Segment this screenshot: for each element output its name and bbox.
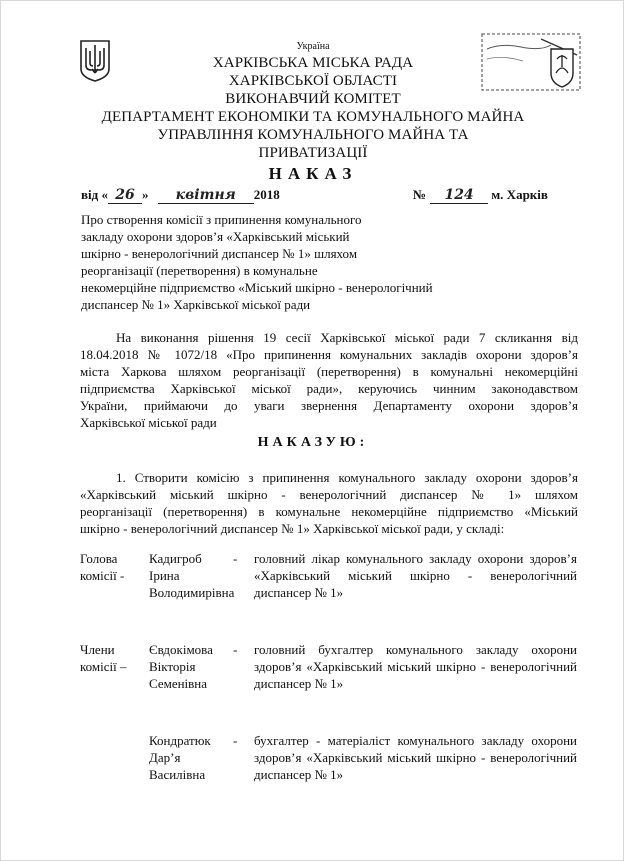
org-line-5: УПРАВЛІННЯ КОМУНАЛЬНОГО МАЙНА ТА [157,127,469,143]
role-label: комісії - [80,568,125,583]
member-name [149,732,211,783]
member-surname: Кадигроб [149,551,202,566]
preamble-line: На виконання рішення 19 сесії Харківської міської ради 7 скликання від [116,330,578,345]
date-prefix: від « [81,187,108,202]
role-label: Члени [80,642,115,657]
subject-line: закладу охорони здоров’я «Харківський міський [81,229,350,244]
preamble-line: України, приймаючи до уваги звернення Департаменту охорони здоров’я [80,398,578,413]
document-title: НАКАЗ [268,164,358,183]
member-position [254,550,577,601]
order-heading: НАКАЗУЮ: [257,435,369,450]
date-month: квітня [158,187,254,204]
position-line: бухгалтер - матеріаліст комунального закладу охорони [254,733,577,748]
number-label: № [413,187,427,202]
role-label: комісії – [80,659,127,674]
member-patronymic: Василівна [149,767,206,782]
subject-line: некомерційне підприємство «Міський шкірно - венерологічний [81,280,433,295]
member-surname: Кондратюк [149,733,211,748]
position-line: головний лікар комунального закладу охорони здоров’я [254,551,577,566]
number-line [413,187,548,204]
date-day: 26 [108,187,142,204]
member-first-name: Вікторія [149,659,196,674]
point-1-paragraph [80,469,578,537]
preamble-paragraph [80,329,578,431]
member-role [80,550,124,584]
point-1-line: реорганізації (перетворення) в комунальне некомерційне підприємство «Міський [80,504,578,519]
point-1-line: шкірно - венерологічний диспансер № 1» Харківської міської ради, у складі: [80,521,505,536]
member-position [254,732,577,783]
preamble-line: 18.04.2018 № 1072/18 «Про припинення комунальних закладів охорони здоров’я [80,347,578,362]
member-position [254,641,577,692]
org-line-6: ПРИВАТИЗАЦІЇ [258,145,368,161]
position-line: диспансер № 1» [254,676,344,691]
member-role [80,641,127,675]
subject-line: шкірно - венерологічний диспансер № 1» шляхом [81,246,358,261]
member-name [149,550,234,601]
member-patronymic: Семенівна [149,676,208,691]
member-name [149,641,213,692]
member-first-name: Дар’я [149,750,181,765]
document-number: 124 [430,187,488,204]
position-line: здоров’я «Харківський міський шкірно - венерологічний [254,750,577,765]
position-line: диспансер № 1» [254,767,344,782]
position-line: «Харківський міський шкірно - венерологічний [254,568,577,583]
preamble-line: підприємства Харківської міської ради», керуючись чинним законодавством [80,381,578,396]
subject-line: реорганізації (перетворення) в комунальне [81,263,318,278]
member-dash: - [233,551,238,566]
subject-line: диспансер № 1» Харківської міської ради [81,297,311,312]
subject-block [81,211,501,313]
city-label: м. Харків [491,187,548,202]
position-line: здоров’я «Харківський міський шкірно - венерологічний [254,659,577,674]
org-line-2: ХАРКІВСЬКОЇ ОБЛАСТІ [228,73,398,89]
member-surname: Євдокімова [149,642,213,657]
member-first-name: Ірина [149,568,180,583]
org-line-4: ДЕПАРТАМЕНТ ЕКОНОМІКИ ТА КОМУНАЛЬНОГО МАЙНА [101,109,525,125]
member-dash: - [233,642,238,657]
position-line: головний бухгалтер комунального закладу охорони [254,642,577,657]
preamble-line: міста Харкова шляхом реорганізації (перетворення) в комунальні некомерційні [80,364,578,379]
point-1-line: «Харківський міський шкірно - венерологічний диспансер № 1» шляхом [80,487,578,502]
date-line [81,187,280,204]
member-dash: - [233,733,238,748]
point-1-line: 1. Створити комісію з припинення комунального закладу охорони здоров’я [116,470,578,485]
country-name: Україна [296,41,330,52]
date-year: 2018 [253,187,280,202]
org-line-3: ВИКОНАВЧИЙ КОМІТЕТ [225,91,401,107]
subject-line: Про створення комісії з припинення комунального [81,212,362,227]
position-line: диспансер № 1» [254,585,344,600]
member-patronymic: Володимирівна [149,585,235,600]
preamble-line: Харківської міської ради [80,415,217,430]
date-mid: » [141,187,149,202]
role-label: Голова [80,551,118,566]
org-line-1: ХАРКІВСЬКА МІСЬКА РАДА [212,55,414,71]
